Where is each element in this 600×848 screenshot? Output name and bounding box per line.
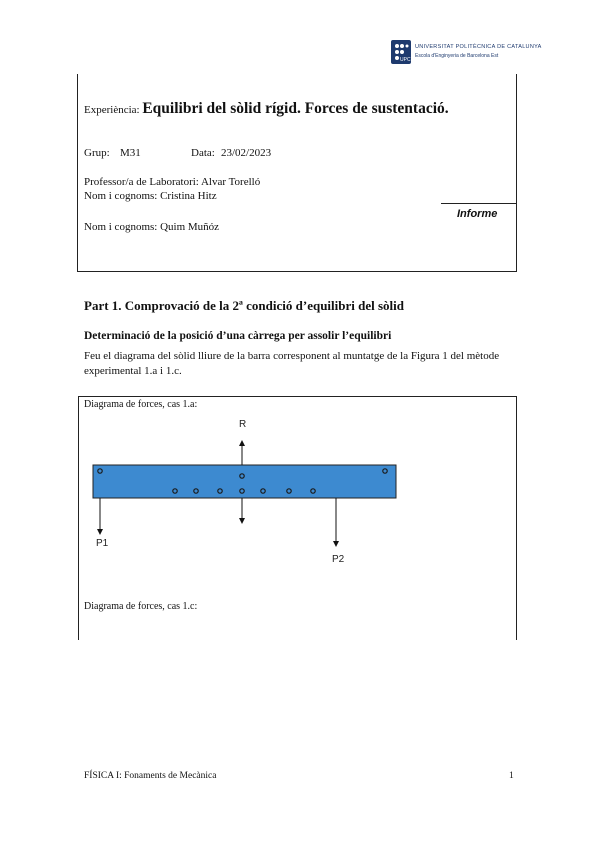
diagram-label-c: Diagrama de forces, cas 1.c: (84, 601, 198, 612)
professor-line: Professor/a de Laboratori: Alvar Torelló (84, 176, 261, 188)
group-value: M31 (120, 147, 141, 159)
svg-text:UPC: UPC (400, 57, 411, 63)
report-label: Informe (457, 208, 498, 220)
force-p1-label: P1 (96, 538, 109, 549)
page-number: 1 (509, 771, 514, 781)
part-title: Part 1. Comprovació de la 2ª condició d’equilibri del sòlid (84, 298, 404, 313)
footer-course: FÍSICA I: Fonaments de Mecànica (84, 771, 217, 781)
section-subtitle: Determinació de la posició d’una càrrega per assolir l’equilibri (84, 330, 392, 342)
force-diagram (78, 397, 517, 637)
experience-label: Experiència: (84, 104, 140, 116)
date-label: Data: (191, 147, 215, 159)
upc-logo-icon (391, 40, 411, 64)
logo-line-1: UNIVERSITAT POLITÈCNICA DE CATALUNYA (415, 44, 542, 50)
force-p2-label: P2 (332, 554, 345, 565)
diagram-label-a: Diagrama de forces, cas 1.a: (84, 399, 198, 410)
experience-title: Equilibri del sòlid rígid. Forces de sustentació. (142, 100, 449, 117)
group-label: Grup: (84, 147, 110, 159)
date-value: 23/02/2023 (221, 147, 272, 159)
student-1-line: Nom i cognoms: Cristina Hitz (84, 190, 217, 202)
report-divider (441, 203, 517, 204)
student-2-line: Nom i cognoms: Quim Muñóz (84, 221, 220, 233)
experience-heading (84, 100, 449, 118)
force-r-label: R (239, 419, 247, 430)
beam-bar (93, 465, 396, 498)
logo-line-2: Escola d'Enginyeria de Barcelona Est (415, 53, 499, 59)
instruction-paragraph: Feu el diagrama del sòlid lliure de la barra corresponent al muntatge de la Figura 1 del mètode experimental 1.a i 1.c. (84, 350, 500, 377)
university-logo (391, 40, 542, 68)
